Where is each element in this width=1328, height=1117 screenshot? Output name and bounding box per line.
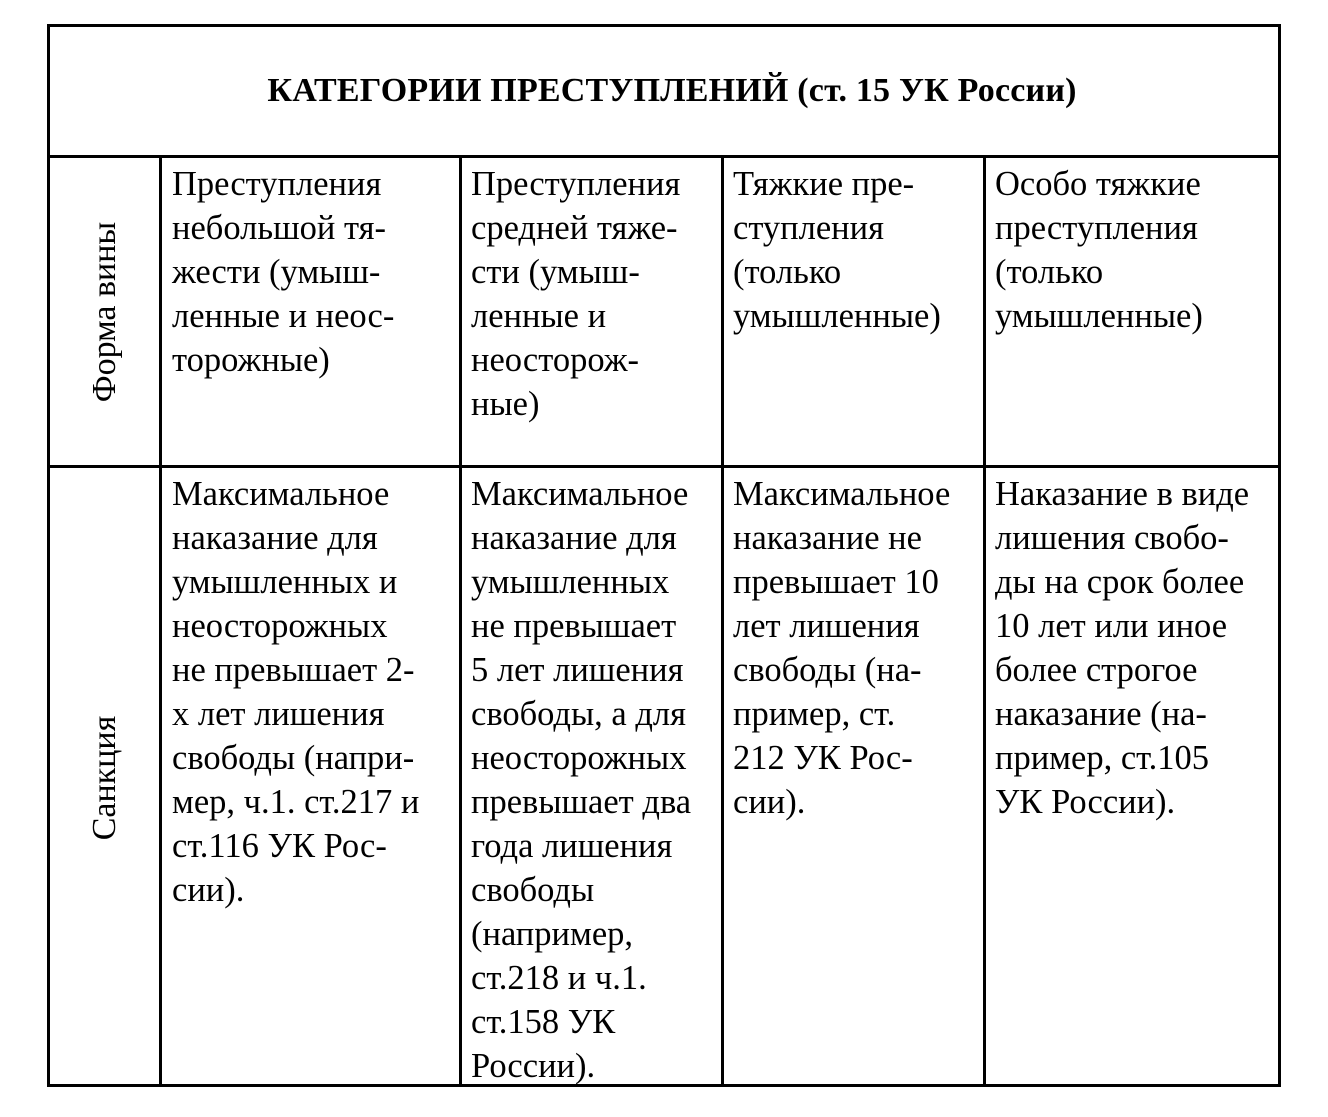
cell-grave-guilt	[724, 158, 986, 465]
text-line: 212 УК Рос-	[733, 739, 913, 777]
text-line: ст.218 и ч.1.	[471, 959, 647, 997]
text-line: России).	[471, 1047, 596, 1085]
text-line: сти (умыш-	[471, 253, 640, 291]
text-line: ды на срок более	[995, 563, 1245, 601]
text-line: свободы	[471, 871, 595, 909]
text-line: преступления	[995, 209, 1198, 247]
text-line: неосторожных	[471, 739, 687, 777]
text-line: Особо тяжкие	[995, 165, 1201, 203]
cell-grave-sanction	[724, 468, 986, 1087]
text-line: средней тяже-	[471, 209, 678, 247]
text-line: наказание (на-	[995, 695, 1207, 733]
text-line: небольшой тя-	[172, 209, 386, 247]
text-line: 10 лет или иное	[995, 607, 1228, 645]
row-sanktsiya	[50, 468, 1278, 1087]
text-line: неосторожных	[172, 607, 388, 645]
text-line: ные)	[471, 385, 540, 423]
text-line: лет лишения	[733, 607, 920, 645]
text-line: превышает 10	[733, 563, 939, 601]
row-header-label: Форма вины	[85, 221, 123, 402]
text-line: не превышает	[471, 607, 677, 645]
text-line: Максимальное	[172, 475, 390, 513]
cell-especially-grave-guilt	[986, 158, 1278, 465]
text-line: наказание для	[172, 519, 378, 557]
text-line: ленные и	[471, 297, 607, 335]
text-line: мер, ч.1. ст.217 и	[172, 783, 420, 821]
text-line: не превышает 2-	[172, 651, 415, 689]
text-line: умышленных	[471, 563, 670, 601]
table-body	[50, 158, 1278, 1084]
text-line: умышленных и	[172, 563, 398, 601]
text-line: (только	[995, 253, 1104, 291]
text-line: умышленные)	[995, 297, 1203, 335]
text-line: пример, ст.105	[995, 739, 1209, 777]
text-line: УК России).	[995, 783, 1176, 821]
text-line: года лишения	[471, 827, 673, 865]
text-line: свободы (напри-	[172, 739, 415, 777]
text-line: ленные и неос-	[172, 297, 395, 335]
table-title-row	[50, 27, 1278, 158]
row-header-label: Санкция	[85, 715, 123, 840]
text-line: (только	[733, 253, 842, 291]
text-line: ступления	[733, 209, 884, 247]
text-line: Преступления	[471, 165, 681, 203]
cell-especially-grave-sanction	[986, 468, 1278, 1087]
text-line: торожные)	[172, 341, 330, 379]
text-line: сии).	[172, 871, 245, 909]
text-line: более строгое	[995, 651, 1198, 689]
text-line: Наказание в виде	[995, 475, 1250, 513]
text-line: свободы, а для	[471, 695, 686, 733]
text-line: х лет лишения	[172, 695, 385, 733]
text-line: ст.116 УК Рос-	[172, 827, 387, 865]
text-line: лишения свобо-	[995, 519, 1229, 557]
text-line: пример, ст.	[733, 695, 896, 733]
text-line: ст.158 УК	[471, 1003, 616, 1041]
text-line: превышает два	[471, 783, 692, 821]
text-line: наказание для	[471, 519, 677, 557]
cell-medium-gravity-guilt	[462, 158, 724, 465]
row-forma-viny	[50, 158, 1278, 468]
text-line: Тяжкие пре-	[733, 165, 915, 203]
text-line: неосторож-	[471, 341, 640, 379]
crime-categories-table	[47, 24, 1281, 1087]
table-title: КАТЕГОРИИ ПРЕСТУПЛЕНИЙ (ст. 15 УК России)	[267, 72, 1077, 109]
text-line: Максимальное	[733, 475, 951, 513]
text-line: умышленные)	[733, 297, 941, 335]
text-line: (например,	[471, 915, 634, 953]
text-line: 5 лет лишения	[471, 651, 684, 689]
cell-small-gravity-sanction	[162, 468, 462, 1087]
cell-small-gravity-guilt	[162, 158, 462, 465]
cell-medium-gravity-sanction	[462, 468, 724, 1087]
text-line: сии).	[733, 783, 806, 821]
text-line: наказание не	[733, 519, 922, 557]
text-line: свободы (на-	[733, 651, 922, 689]
text-line: жести (умыш-	[172, 253, 381, 291]
text-line: Максимальное	[471, 475, 689, 513]
row-header-forma-viny	[50, 158, 162, 465]
row-header-sanktsiya	[50, 468, 162, 1087]
text-line: Преступления	[172, 165, 382, 203]
